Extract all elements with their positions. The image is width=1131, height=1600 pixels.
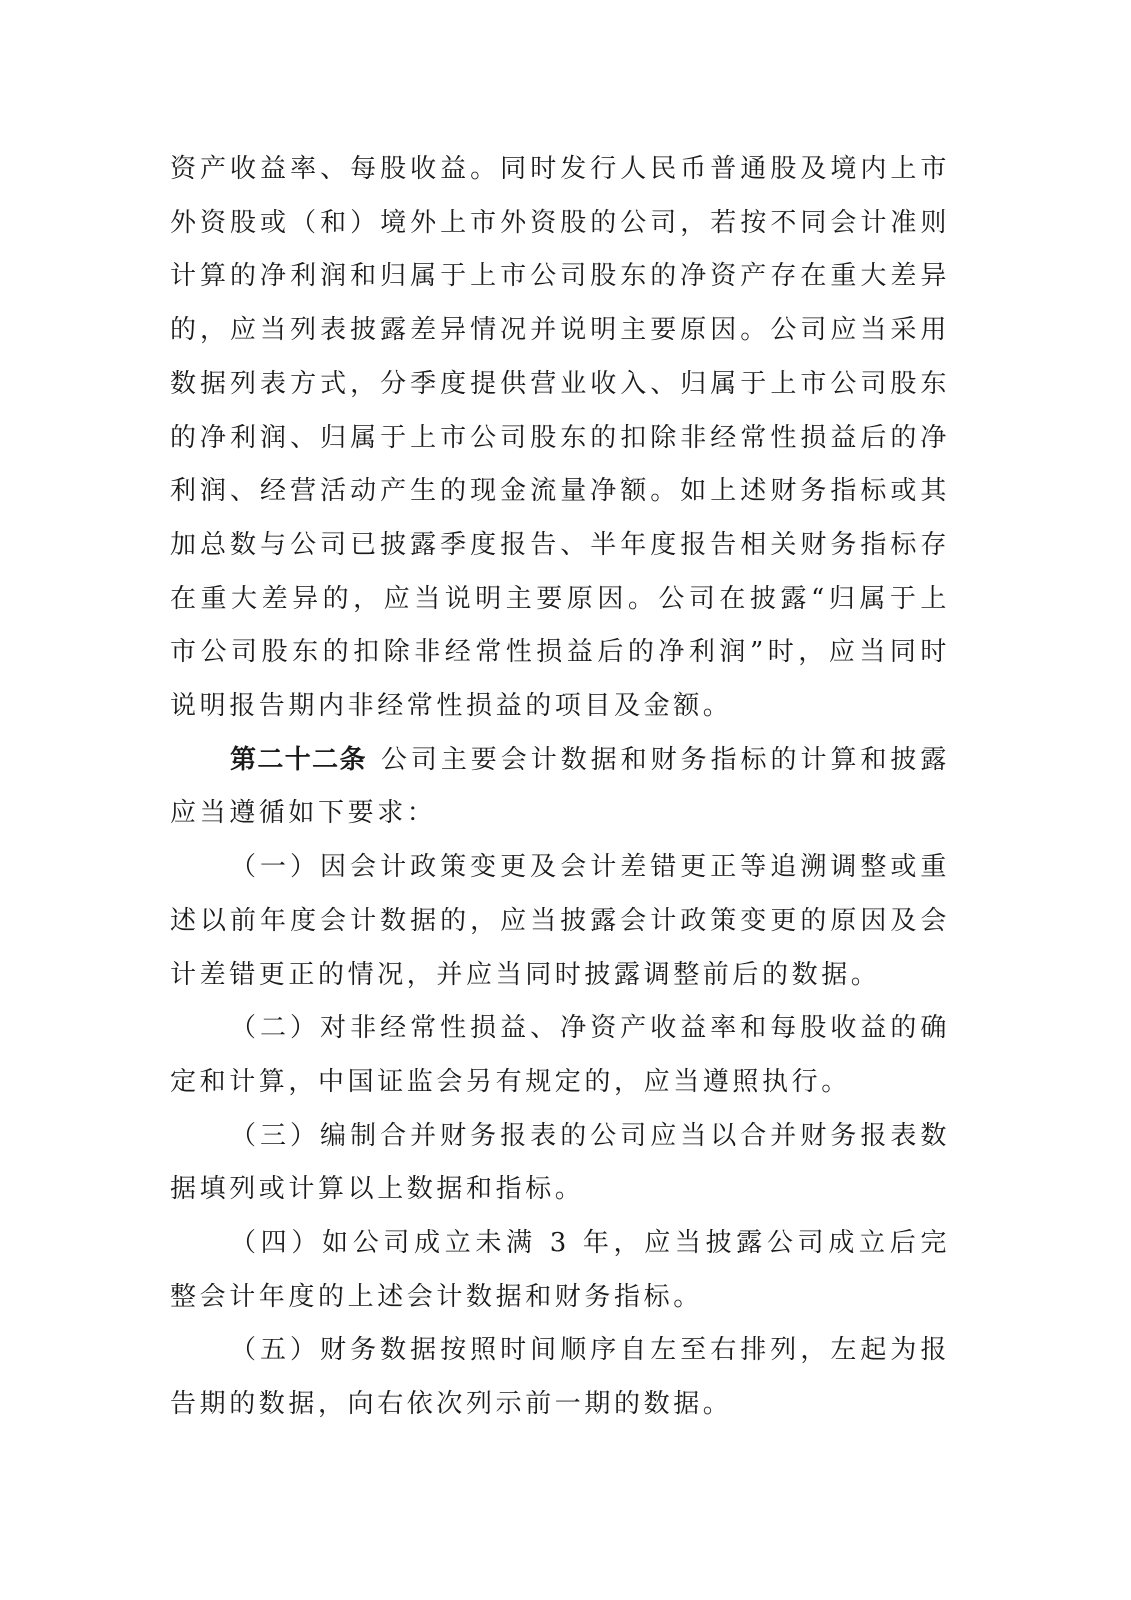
list-item: （二）对非经常性损益、净资产收益率和每股收益的确定和计算，中国证监会另有规定的，应当遵照执行。 bbox=[170, 1013, 950, 1097]
article-22 bbox=[170, 734, 950, 841]
list-item: （四）如公司成立未满 3 年，应当披露公司成立后完整会计年度的上述会计数据和财务指标。 bbox=[170, 1228, 950, 1312]
list-item: （五）财务数据按照时间顺序自左至右排列，左起为报告期的数据，向右依次列示前一期的数据。 bbox=[170, 1335, 950, 1420]
document-page bbox=[170, 143, 950, 1432]
list-item: （三）编制合并财务报表的公司应当以合并财务报表数据填列或计算以上数据和指标。 bbox=[170, 1120, 950, 1205]
list-item: （一）因会计政策变更及会计差错更正等追溯调整或重述以前年度会计数据的，应当披露会计政策变更的原因及会计差错更正的情况，并应当同时披露调整前后的数据。 bbox=[170, 852, 950, 990]
paragraph-continuation: 资产收益率、每股收益。同时发行人民币普通股及境内上市外资股或（和）境外上市外资股的公司，若按不同会计准则计算的净利润和归属于上市公司股东的净资产存在重大差异的，应当列表披露差异情况并说明主要原因。公司应当采用数据列表方式，分季度提供营业收入、归属于上市公司股东的净利润、归属于上市公司股东的扣除非经常性损益后的净利润、经营活动产生的现金流量净额。如上述财务指标或其加总数与公司已披露季度报告、半年度报告相关财务指标存在重大差异的，应当说明主要原因。公司在披露“归属于上市公司股东的扣除非经常性损益后的净利润”时，应当同时说明报告期内非经常性损益的项目及金额。 bbox=[170, 154, 950, 722]
article-heading: 第二十二条 bbox=[230, 744, 367, 775]
article-text: 公司主要会计数据和财务指标的计算和披露应当遵循如下要求： bbox=[170, 744, 950, 829]
